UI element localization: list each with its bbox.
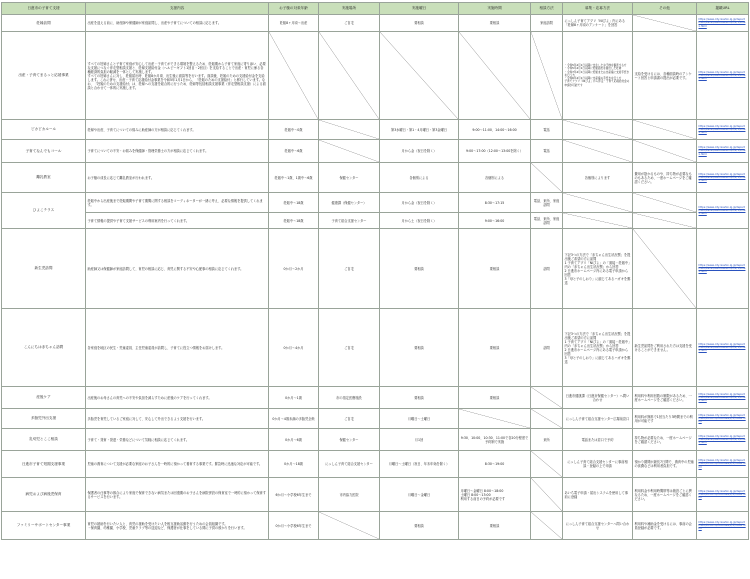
apply-method: にっしん子育て総合支援センターへ問い合わせ [563,512,633,540]
other-note: 費用が掛かるものや、持ち物が必要なものもあるため、一度ホームページをご確認ください。 [633,163,697,193]
schedule-time: 9:00～11:00、14:00～16:00 [459,120,531,140]
apply-method: 日進市健康課（日進市保健センター）へ問い合わせ [563,387,633,409]
venue: ご自宅 [319,309,380,387]
schedule-day: 要相談 [380,387,459,409]
consult-method: 電話、来所、家庭訪問 [531,193,563,213]
other-note: 預かり期間が最長7日間で、養育中の児童の食費などは利用者負担です。 [633,451,697,478]
schedule-day: 月曜日～土曜日（祝日、年末年始を除く） [380,451,459,478]
info-link[interactable]: https://www.city.nisshin.lg.jp/department/kenko/kenkosuishin/2/2/1/index.html [697,140,749,163]
target-age: 妊娠中～0歳 [269,120,319,140]
header-name: 日進市の子育て支援 [2,3,86,15]
schedule-day: 要相談 [380,15,459,32]
consult-method: 電話 [531,120,563,140]
venue: 保健センター [319,163,380,193]
service-name: こんにちは赤ちゃん訪問 [2,309,86,387]
apply-method: ・令和5年4月1日以降に出生したお子様を養育する方 ・令和5年4月1日以降に妊娠届出を提出した妊婦 ・令和7年4月1日以降に妊娠または出産後に支給手続きを行う方 ・令和6年4月1日以降に出産後の手続きを行う方 子育てアプリ「NIぴよ」から伴走・子育て応援給付金の申請が可能です [563,32,633,120]
apply-method [563,120,633,140]
table-row [2,451,749,478]
schedule-time: 9:30、10:00、10:30、11:00で各20分程度で予約制で実施 [459,429,531,451]
service-content: 子育て情報の提供や子育て支援サービスの利用案内を行ってくれます。 [86,213,269,229]
info-link[interactable]: https://www.city.nisshin.lg.jp/department/kenko/kenkosuishin/2/2/1/index.html [697,120,749,140]
service-name: ピカピカルール [2,120,86,140]
info-link[interactable]: https://www.city.nisshin.lg.jp/department/kenko/kenkosuishin/2/2/1/index.html [697,429,749,451]
service-content: 多胎児を育児しているご家庭に対して、安心して外出できるよう支援を行います。 [86,409,269,429]
table-row [2,409,749,429]
service-content: 保護者の仕事等の都合により家庭で保育できない病気または回復期のお子さんを病院併設の保育室で一時的に預かって保育するサービスを行います。 [86,478,269,512]
schedule-time: 要相談 [459,512,531,540]
service-name: 離乳教室 [2,163,86,193]
apply-method: 電話または窓口で予約 [563,429,633,451]
consult-method [531,32,563,120]
venue: 保健センター [319,429,380,451]
apply-method: にっしん子育てアプリ「NIぴよ」内にある「妊婦8ヶ月頃のアンケート」を回答 [563,15,633,32]
schedule-day: 月から土（祝日を除く） [380,213,459,229]
other-note [633,140,697,163]
service-name: 乳幼児とここ相談 [2,429,86,451]
venue: ご自宅 [319,229,380,309]
table-row [2,140,749,163]
apply-method: あいち電子申請・届出システムを使用して事前に登録 [563,478,633,512]
target-age: 妊娠中～6歳 [269,140,319,163]
header-date: 実施曜日 [380,3,459,15]
venue [319,140,380,163]
target-age: 妊娠8ヶ月頃～出産 [269,15,319,32]
target-age: 0か月～4か月 [269,309,319,387]
other-note [633,229,697,309]
apply-method: にっしん子育て総合支援センターに事前相談・登録の上で申請 [563,451,633,478]
target-age: 0か月～6歳 [269,429,319,451]
target-age: 妊娠中～18歳 [269,213,319,229]
target-age: 0か月～1歳 [269,387,319,409]
schedule-time [459,32,531,120]
other-note [633,120,697,140]
info-link[interactable]: https://www.city.nisshin.lg.jp/department/kenko/kenkosuishin/2/2/4/index.html [697,32,749,120]
schedule-day: 要相談 [380,229,459,309]
schedule-time: 各個別による [459,163,531,193]
service-content: 妊娠中から出産後まで妊娠期間や子育て期間に関する相談をコーディネーターが一緒に考え、必要な情報を提供してくれます。 [86,193,269,213]
apply-method [563,140,633,163]
schedule-day: 月1回 [380,429,459,451]
venue: ご自宅 [319,409,380,429]
header-url: 掲載URL [697,3,749,15]
other-note: 持ち物が必要なため、一度ホームページをご確認ください。 [633,429,697,451]
service-content: 妊婦や出産、子育てについての悩みに助産師の方が相談に応じてくれます。 [86,120,269,140]
service-content: すべての妊婦さんと子育て家庭が安心して出産・子育てができる環境を整えるため、妊娠期から子育て家庭に寄り添い、必要な支援につなぐ伴走型相談支援と、妊婦支援給付金（ヘルピーギフト1回目・2回目）を支給することで出産・育児に係る各種経済的負担の軽減を一体として実施します。 すべての妊婦さんに対し、妊娠届出時、妊娠8か月頃、出生後に面談等を行います。面談後、妊娠のための支援給付金を支給します。これに併せ、出産・子育て応援給付金事業を令和5年1月1日から、「妊娠のための支援給付」と移行しています。なお、「妊娠のための支援給付」は、妊婦への支援を総合的に行うため、妊婦等包括相談支援事業（伴走型相談支援）による面談と合わせて一体的に実施します。 [86,32,269,120]
table-row [2,15,749,32]
schedule-day: 月曜日～金曜日 [380,478,459,512]
schedule-time: 9:00～17:00（12:00～13:00を除く） [459,140,531,163]
target-age [269,32,319,120]
schedule-time: 8:30～17:15 [459,193,531,213]
schedule-day: 月から金（祝日を除く） [380,193,459,213]
service-name: 日進市子育て短期支援事業 [2,451,86,478]
info-link[interactable]: https://www.city.nisshin.lg.jp/department/kodomo/kosodate/2/2/index.html [697,512,749,540]
service-content: 出産を迎える前に、助産師や保健師が家庭訪問し、出産や子育てについての相談に応じます。 [86,15,269,32]
venue: にっしん子育て総合支援センター [319,451,380,478]
service-content: 出産後のお母さんの育児への不安や負担を減らすために産後のケアを行ってくれます。 [86,387,269,409]
service-name: 子育てなんでもコール [2,140,86,163]
apply-method: 下記3つの方法で「赤ちゃん出生状況票」を提出後ご希望の方に訪問 1 子育てアプリ「NIぴよ」の「面接・妊娠中」内の「赤ちゃん出生状況票」から回答 2 日進市ホームページ内にある電子申請から回答 3「母と子のしおり」に綴じてあるハガキを郵送 [563,229,633,309]
venue: 市の指定医療施設 [319,387,380,409]
service-content: 育児の援助を行いたい人と、育児の援助を受けたい人を相互援助活動を行うための会員組織です。 ・保育園、幼稚園、小学校、児童クラブ等の送迎など、保護者が仕事をしている間に子供の預かりを行います。 [86,512,269,540]
apply-method: にっしん子育て総合支援センター広場前窓口 [563,409,633,429]
schedule-day: 要相談 [380,512,459,540]
header-time: 実施時間 [459,3,531,15]
consult-method: 電話 [531,140,563,163]
schedule-time [459,409,531,429]
table-row [2,478,749,512]
service-name: 多胎児外出支援 [2,409,86,429]
service-name: ひよこテラス [2,193,86,229]
service-name: ファミリーサポートセンター事業 [2,512,86,540]
schedule-time: 月曜日～金曜日 8:00～18:00 土曜日 8:00～13:00 利用する前日の予約が必要です [459,478,531,512]
table-row [2,309,749,387]
venue [319,512,380,540]
schedule-day [380,32,459,120]
header-other: その他 [633,3,697,15]
info-link[interactable]: https://www.city.nisshin.lg.jp/department/kenko/kenkosuishin/2/2/1/index.html [697,163,749,193]
schedule-time: 8:30～19:00 [459,451,531,478]
other-note [633,213,697,229]
target-age: 0か月～18歳 [269,451,319,478]
consult-method [531,478,563,512]
other-note: 利用料や補助金を受けるには、事前の会員登録が必要です。 [633,512,697,540]
target-age: 0か月～小学校6年生まで [269,512,319,540]
info-link[interactable]: https://www.city.nisshin.lg.jp/department/kodomo/kosodate/2/2/index.html [697,409,749,429]
table-row [2,163,749,193]
table-row [2,229,749,309]
service-content: 各家庭を地区の民生・児童委員、主任児童委員が訪問し、子育てに役立つ情報をお届けします。 [86,309,269,387]
service-content: 児童の養育について支援が必要な家庭のお子さんを一時的に預かって養育する事業です。緊急時に迅速な対応が可能です。 [86,451,269,478]
apply-method: 各個別によります [563,163,633,193]
apply-method [563,213,633,229]
info-link[interactable]: https://www.city.nisshin.lg.jp/department/kodomo/kosodate/2/2/index.html [697,478,749,512]
consult-method: 訪問 [531,229,563,309]
other-note: 利用料が無料で1回当たり3時間までの利用が可能です [633,409,697,429]
header-content: 支援内容 [86,3,269,15]
header-apply: 募集・応募方法 [563,3,633,15]
service-content: 助産師又は保健師が家庭訪問して、育児の相談に応じ、育児に関する不安や心配事の相談に応じてくれます。 [86,229,269,309]
header-row [2,3,749,15]
header-venue: 実施場所 [319,3,380,15]
table-row [2,32,749,120]
venue [319,32,380,120]
consult-method: 電話、来所、家庭訪問 [531,213,563,229]
service-content: お子様の成長に応じて離乳教室が行われます。 [86,163,269,193]
table-row [2,193,749,213]
schedule-day: 月曜日～土曜日 [380,409,459,429]
venue [319,120,380,140]
consult-method [531,387,563,409]
schedule-time: 要相談 [459,309,531,387]
info-link[interactable]: https://www.city.nisshin.lg.jp/department/kenko/kenkosuishin/2/2/1/index.html [697,387,749,409]
other-note [633,193,697,213]
other-note: 利用料や利用回数の制限があるため、一度ホームページをご確認ください。 [633,387,697,409]
service-name: 妊婦訪問 [2,15,86,32]
consult-method [531,451,563,478]
other-note [633,15,697,32]
header-method: 相談方法 [531,3,563,15]
apply-method: 下記3つの方法で「赤ちゃん出生状況票」を提出後ご希望の方に訪問 1 子育てアプリ「NIぴよ」の「面接・妊娠中」内の「赤ちゃん出生状況票」から回答 2 日進市ホームページ内にある電子申請から回答 3「母と子のしおり」に綴じてあるハガキを郵送 [563,309,633,387]
table-row [2,213,749,229]
consult-method: 来所 [531,429,563,451]
info-link[interactable]: https://www.city.nisshin.lg.jp/department/kodomo/kosodate/2/2/index.html [697,451,749,478]
consult-method [531,409,563,429]
venue: ご自宅 [319,15,380,32]
info-link[interactable]: https://www.city.nisshin.lg.jp/department/kenko/kenkosuishin/2/2/1/index.html [697,229,749,309]
service-content: 子育てについての不安・お悩みを保健師・管理栄養士の方が相談に応じてくれます。 [86,140,269,163]
schedule-time: 要相談 [459,15,531,32]
target-age: 6か月～小学校6年生まで [269,478,319,512]
consult-method [531,512,563,540]
other-note: 利用料金や利用時間帯等は施設ごとに異なるため、一度ホームページをご確認ください。 [633,478,697,512]
consult-method [531,163,563,193]
table-row [2,120,749,140]
service-name: 出産・子育てまるっと応援事業 [2,32,86,120]
consult-method: 家庭訪問 [531,15,563,32]
schedule-day: 月から金（祝日を除く） [380,140,459,163]
service-name: 病児および病後児保育 [2,478,86,512]
consult-method: 訪問 [531,309,563,387]
other-note: 支給を受けるには、各種面談時のアンケート回答と申請書の提出が必要です。 [633,32,697,120]
table-row [2,512,749,540]
schedule-time: 要相談 [459,229,531,309]
target-age: 0か月～2か月 [269,229,319,309]
service-name: 新生児訪問 [2,229,86,309]
venue: 健康課（保健センター） [319,193,380,213]
info-link[interactable]: https://www.city.nisshin.lg.jp/department/kenko/kenkosuishin/2/2/1/index.html [697,15,749,32]
schedule-time: 要相談 [459,387,531,409]
target-age: 妊娠中～18歳 [269,193,319,213]
apply-method [563,193,633,213]
schedule-day: 要相談 [380,309,459,387]
support-table [1,2,749,540]
target-age: 妊娠中～1歳、1歳中～6歳 [269,163,319,193]
header-target: お子様の対象年齢 [269,3,319,15]
table-row [2,429,749,451]
service-content: 子育て・発育・発達・栄養などについて気軽に相談に応じてくれます。 [86,429,269,451]
schedule-day: 第3水曜日・第1・4月曜日・第3金曜日 [380,120,459,140]
schedule-day: 各個別による [380,163,459,193]
schedule-time: 9:00～16:00 [459,213,531,229]
other-note: 新生児訪問をご利用された方は支援を受けることができません。 [633,309,697,387]
info-link[interactable]: https://www.city.nisshin.lg.jp/department/kenko/kenkosuishin/2/2/1/index.html [697,309,749,387]
service-name: 産後ケア [2,387,86,409]
info-link[interactable]: https://www.city.nisshin.lg.jp/department/kenko/kenkosuishin/2/2/1/index.html [697,193,749,229]
venue: 市内協力医院 [319,478,380,512]
target-age: 0か月～4歳未満の多胎児全般 [269,409,319,429]
table-row [2,387,749,409]
venue: 子育て総合支援センター [319,213,380,229]
